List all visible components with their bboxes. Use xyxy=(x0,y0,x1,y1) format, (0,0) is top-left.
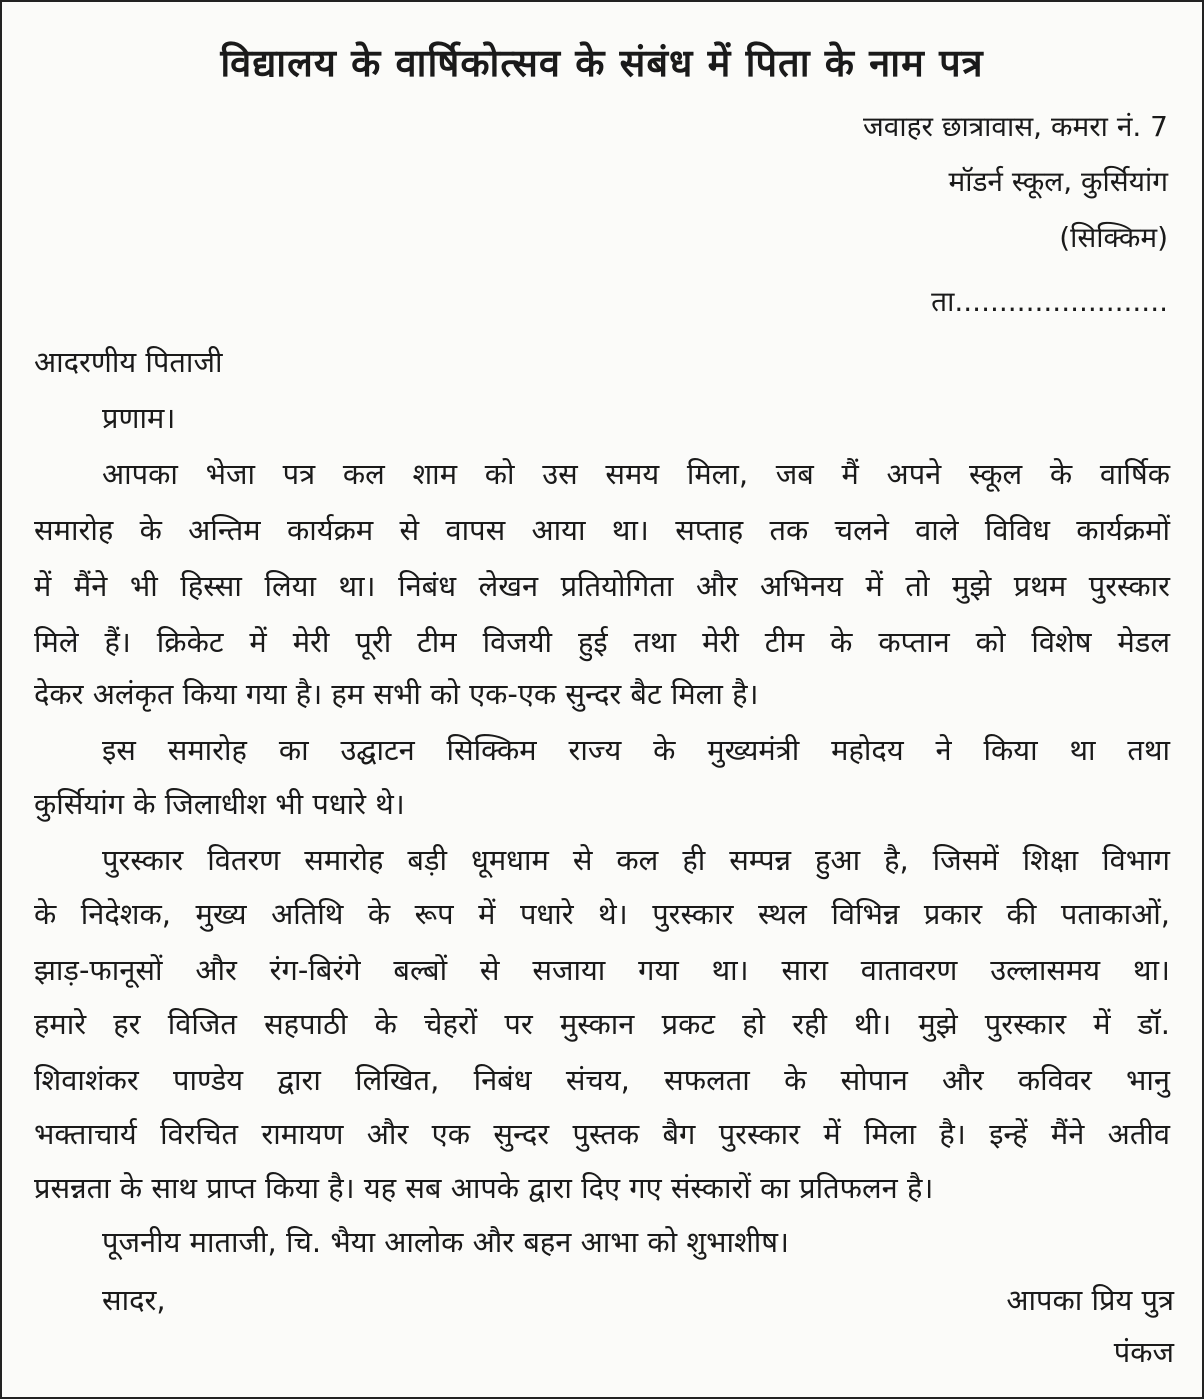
paragraph-1-line: आपका भेजा पत्र कल शाम को उस समय मिला, जब मैं अपने स्कूल के वार्षिक xyxy=(102,457,1170,491)
paragraph-3-line: भक्ताचार्य विरचित रामायण और एक सुन्दर पुस्तक बैग पुरस्कार में मिला है। इन्हें मैंने अतीव xyxy=(34,1117,1170,1151)
paragraph-1-line: देकर अलंकृत किया गया है। हम सभी को एक-एक सुन्दर बैट मिला है। xyxy=(34,677,759,711)
address-line-school: मॉडर्न स्कूल, कुर्सियांग xyxy=(948,165,1168,198)
paragraph-3-line: शिवाशंकर पाण्डेय द्वारा लिखित, निबंध संचय, सफलता के सोपान और कविवर भानु xyxy=(34,1063,1170,1097)
paragraph-2-line: इस समारोह का उद्घाटन सिक्किम राज्य के मुख्यमंत्री महोदय ने किया था तथा xyxy=(102,733,1170,767)
paragraph-1-line: समारोह के अन्तिम कार्यक्रम से वापस आया था। सप्ताह तक चलने वाले विविध कार्यक्रमों xyxy=(34,513,1170,547)
paragraph-2-line: कुर्सियांग के जिलाधीश भी पधारे थे। xyxy=(34,787,405,821)
date-line: ता........................ xyxy=(931,285,1168,318)
salutation: आदरणीय पिताजी xyxy=(34,345,223,379)
page-title: विद्यालय के वार्षिकोत्सव के संबंध में पिता के नाम पत्र xyxy=(220,41,984,85)
paragraph-3-line: के निदेशक, मुख्य अतिथि के रूप में पधारे थे। पुरस्कार स्थल विभिन्न प्रकार की पताकाओं, xyxy=(34,897,1170,931)
paragraph-3-line: हमारे हर विजित सहपाठी के चेहरों पर मुस्कान प्रकट हो रही थी। मुझे पुरस्कार में डॉ. xyxy=(34,1007,1170,1041)
paragraph-3-line: झाड़-फानूसों और रंग-बिरंगे बल्बों से सजाया गया था। सारा वातावरण उल्लासमय था। xyxy=(34,953,1170,987)
address-line-state: (सिक्किम) xyxy=(1059,221,1168,254)
paragraph-1-line: में मैंने भी हिस्सा लिया था। निबंध लेखन प्रतियोगिता और अभिनय में तो मुझे प्रथम पुरस्कार xyxy=(34,569,1170,603)
address-line-hostel: जवाहर छात्रावास, कमरा नं. 7 xyxy=(863,110,1168,143)
paragraph-3-line: पुरस्कार वितरण समारोह बड़ी धूमधाम से कल ही सम्पन्न हुआ है, जिसमें शिक्षा विभाग xyxy=(102,843,1170,877)
paragraph-1-line: मिले हैं। क्रिकेट में मेरी पूरी टीम विजयी हुई तथा मेरी टीम के कप्तान को विशेष मेडल xyxy=(34,625,1170,659)
signature-line: आपका प्रिय पुत्र xyxy=(1006,1283,1174,1317)
greeting: प्रणाम। xyxy=(102,401,176,435)
paragraph-4: पूजनीय माताजी, चि. भैया आलोक और बहन आभा को शुभाशीष। xyxy=(102,1225,789,1259)
paragraph-3-line: प्रसन्नता के साथ प्राप्त किया है। यह सब आपके द्वारा दिए गए संस्कारों का प्रतिफलन है। xyxy=(34,1171,934,1205)
signature-name: पंकज xyxy=(1113,1335,1174,1369)
closing: सादर, xyxy=(102,1283,166,1317)
